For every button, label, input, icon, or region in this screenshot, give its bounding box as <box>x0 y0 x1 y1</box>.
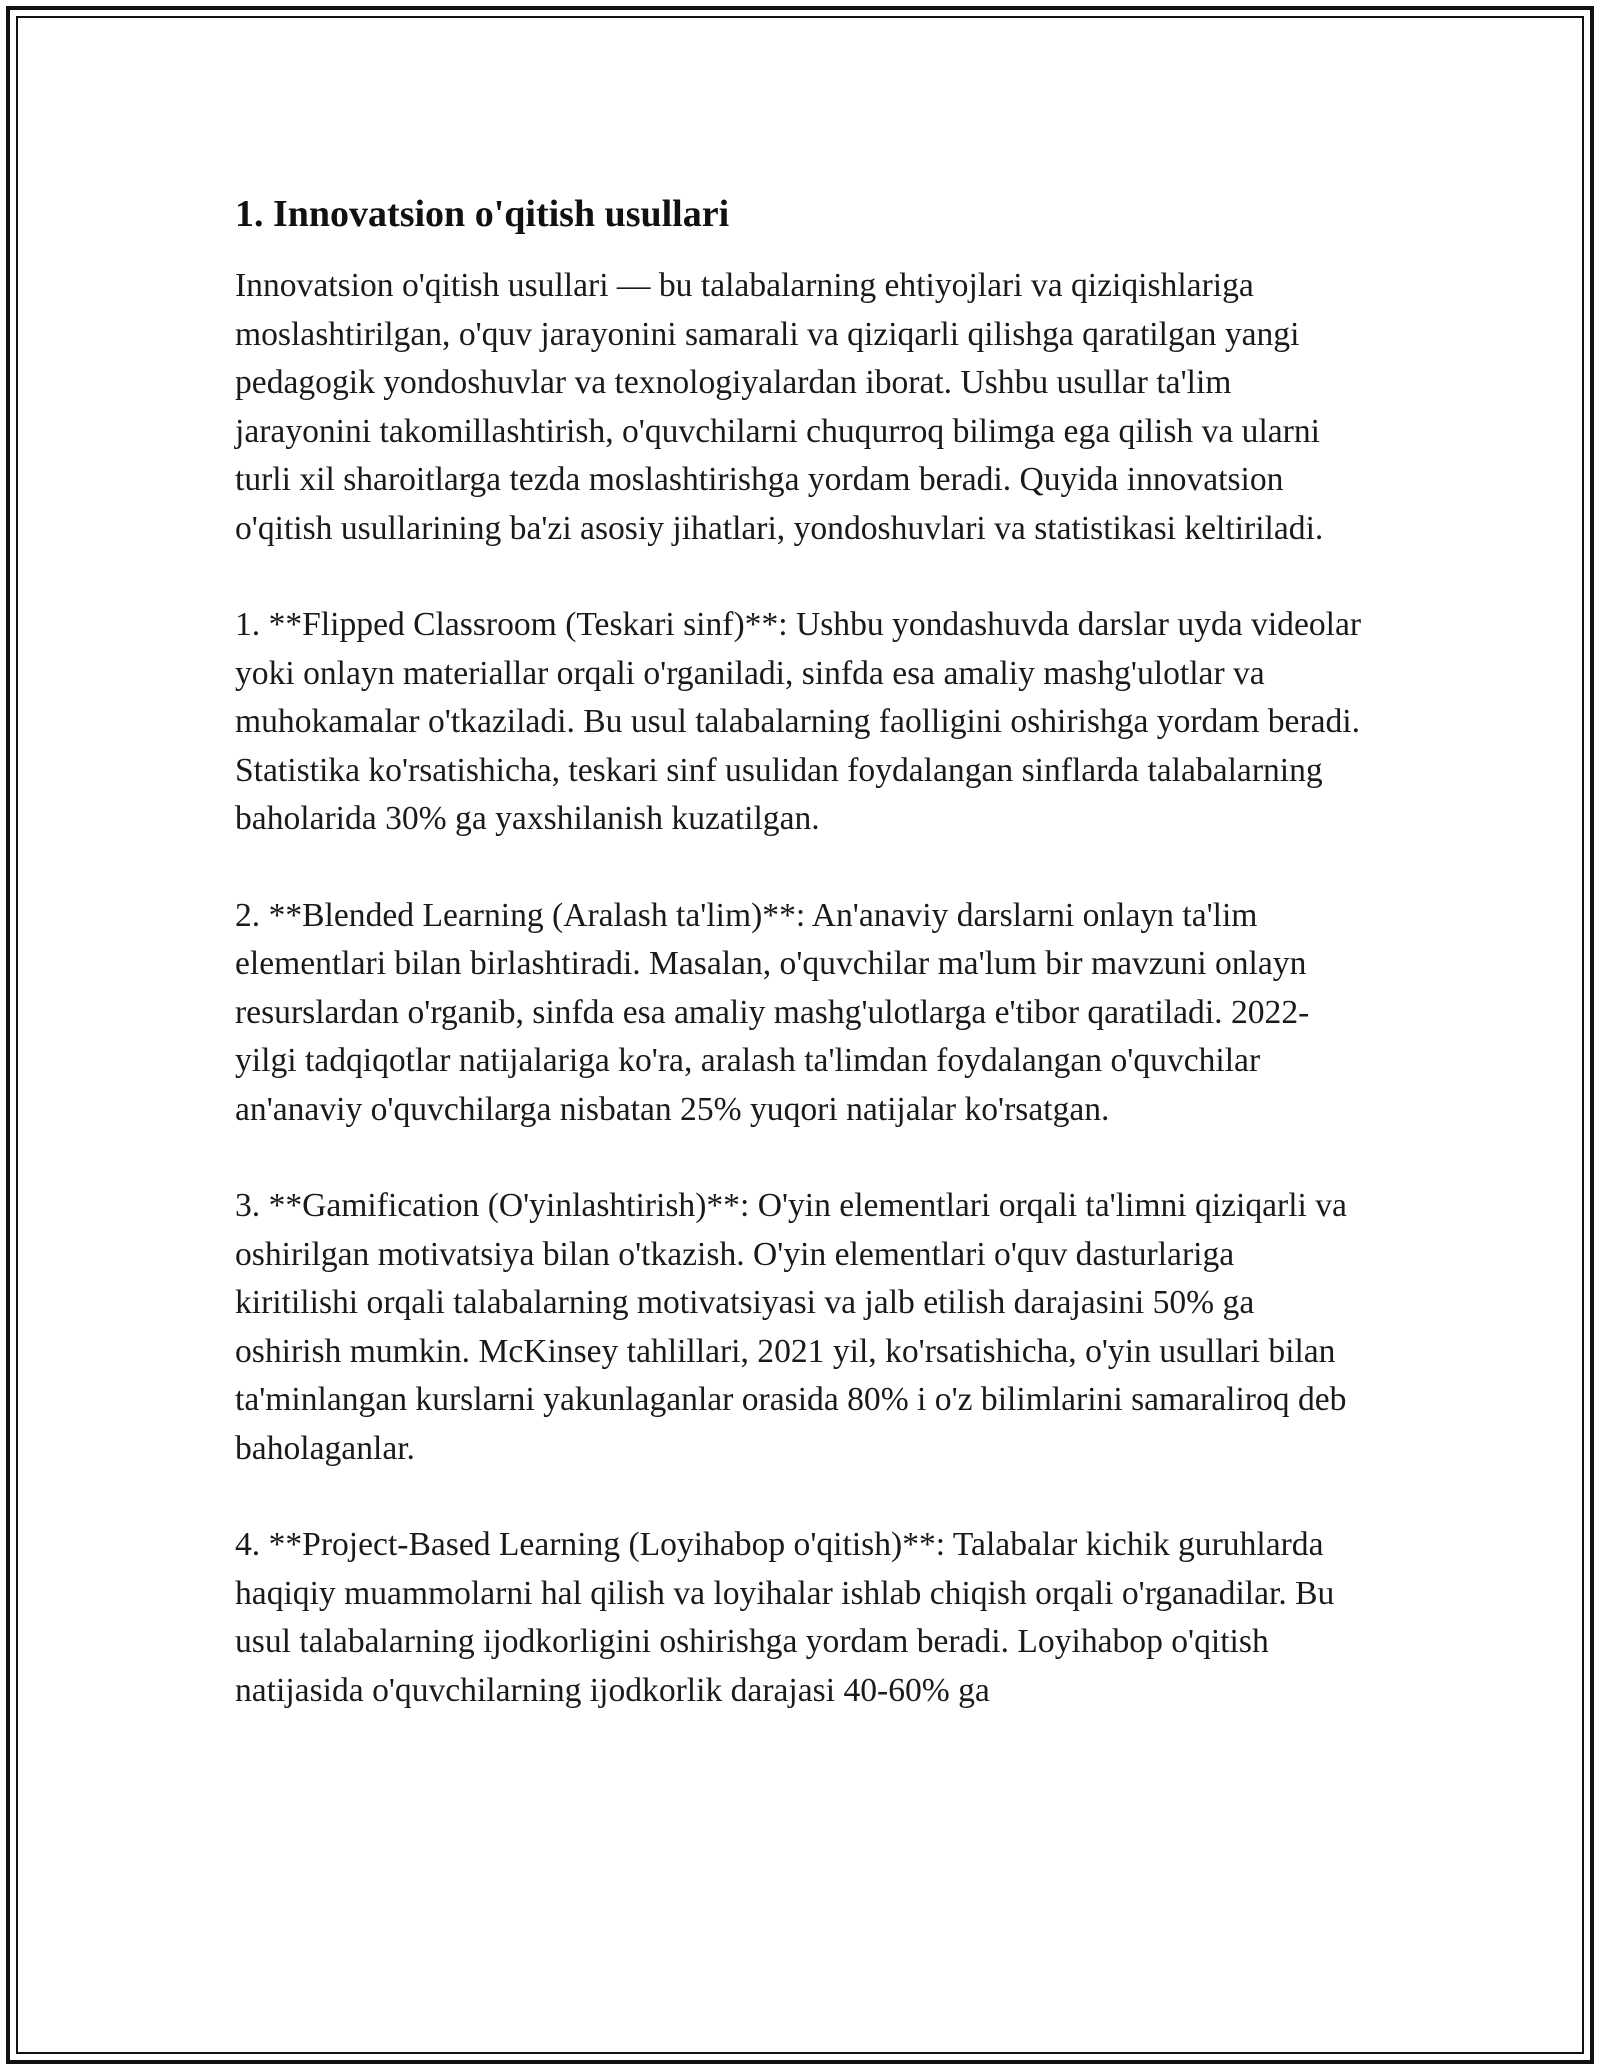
intro-paragraph: Innovatsion o'qitish usullari — bu talabalarning ehtiyojlari va qiziqishlariga moslashtirilgan, o'quv jarayonini samarali va qiziqarli qilishga qaratilgan yangi pedagogik yondoshuvlar va texnologiyalardan iborat. Ushbu usullar ta'lim jarayonini takomillashtirish, o'quvchilarni chuqurroq bilimga ega qilish va ularni turli xil sharoitlarga tezda moslashtirishga yordam beradi. Quyida innovatsion o'qitish usullarining ba'zi asosiy jihatlari, yondoshuvlari va statistikasi keltiriladi. <box>235 267 1324 547</box>
document-body <box>235 188 1365 1715</box>
project-based-learning-paragraph: 4. **Project-Based Learning (Loyihabop o'qitish)**: Talabalar kichik guruhlarda haqiqiy muammolarni hal qilish va loyihalar ishlab chiqish orqali o'rganadilar. Bu usul talabalarning ijodkorligini oshirishga yordam beradi. Loyihabop o'qitish natijasida o'quvchilarning ijodkorlik darajasi 40-60% ga <box>235 1526 1335 1709</box>
blended-learning-paragraph: 2. **Blended Learning (Aralash ta'lim)**: An'anaviy darslarni onlayn ta'lim elementlari bilan birlashtiradi. Masalan, o'quvchilar ma'lum bir mavzuni onlayn resurslardan o'rganib, sinfda esa amaliy mashg'ulotlarga e'tibor qaratiladi. 2022-yilgi tadqiqotlar natijalariga ko'ra, aralash ta'limdan foydalangan o'quvchilar an'anaviy o'quvchilarga nisbatan 25% yuqori natijalar ko'rsatgan. <box>235 896 1310 1128</box>
section-heading: 1. Innovatsion o'qitish usullari <box>235 193 730 235</box>
gamification-paragraph: 3. **Gamification (O'yinlashtirish)**: O'yin elementlari orqali ta'limni qiziqarli va oshirilgan motivatsiya bilan o'tkazish. O'yin elementlari o'quv dasturlariga kiritilishi orqali talabalarning motivatsiyasi va jalb etilish darajasini 50% ga oshirish mumkin. McKinsey tahlillari, 2021 yil, ko'rsatishicha, o'yin usullari bilan ta'minlangan kurslarni yakunlaganlar orasida 80% i o'z bilimlarini samaraliroq deb baholaganlar. <box>235 1187 1347 1467</box>
flipped-classroom-paragraph: 1. **Flipped Classroom (Teskari sinf)**: Ushbu yondashuvda darslar uyda videolar yoki onlayn materiallar orqali o'rganiladi, sinfda esa amaliy mashg'ulotlar va muhokamalar o'tkaziladi. Bu usul talabalarning faolligini oshirishga yordam beradi. Statistika ko'rsatishicha, teskari sinf usulidan foydalangan sinflarda talabalarning baholarida 30% ga yaxshilanish kuzatilgan. <box>235 606 1362 837</box>
